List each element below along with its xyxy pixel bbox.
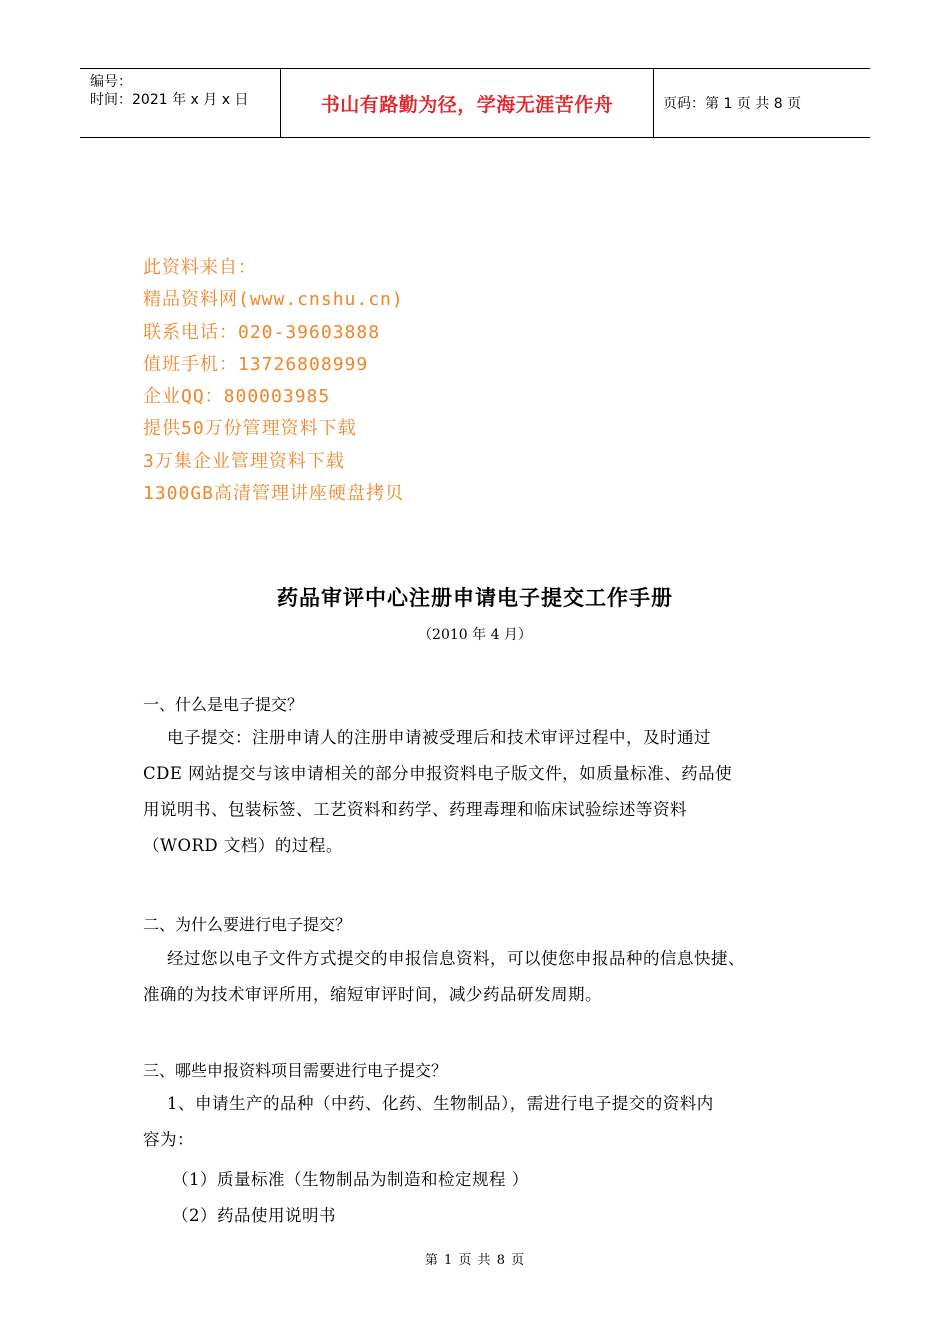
source-line: 3万集企业管理资料下载 <box>143 450 345 472</box>
header-table <box>80 68 870 138</box>
paragraph-line: 用说明书、包装标签、工艺资料和药学、药理毒理和临床试验综述等资料 <box>143 800 687 819</box>
paragraph-line: CDE 网站提交与该申请相关的部分申报资料电子版文件，如质量标准、药品使 <box>143 764 733 783</box>
source-info <box>143 252 404 510</box>
source-line: 提供50万份管理资料下载 <box>143 418 357 440</box>
time-label: 时间：2021 年 x 月 x 日 <box>90 92 249 108</box>
source-line: 精品资料网(www.cnshu.cn) <box>143 289 404 311</box>
source-line: 值班手机：13726808999 <box>143 353 369 375</box>
paragraph-line: 经过您以电子文件方式提交的申报信息资料，可以使您申报品种的信息快捷、 <box>167 949 745 968</box>
section-1-heading: 一、什么是电子提交？ <box>143 695 304 714</box>
section-2-body <box>143 941 813 1013</box>
section-3-heading: 三、哪些申报资料项目需要进行电子提交？ <box>143 1061 448 1080</box>
source-line: 1300GB高清管理讲座硬盘拷贝 <box>143 483 405 505</box>
section-1-body <box>143 720 813 864</box>
paragraph-line: 容为： <box>143 1130 194 1149</box>
section-2-heading: 二、为什么要进行电子提交？ <box>143 915 352 934</box>
number-label: 编号： <box>90 74 132 90</box>
source-line: 此资料来自： <box>143 257 257 278</box>
paragraph-line: 电子提交：注册申请人的注册申请被受理后和技术审评过程中，及时通过 <box>167 728 711 747</box>
list-item: （1）质量标准（生物制品为制造和检定规程 ） <box>172 1170 529 1189</box>
paragraph-line: 准确的为技术审评所用，缩短审评时间，减少药品研发周期。 <box>143 985 602 1004</box>
source-line: 企业QQ：800003985 <box>143 386 331 408</box>
paragraph-line: （WORD 文档）的过程。 <box>143 836 343 855</box>
paragraph-line: 1、申请生产的品种（中药、化药、生物制品），需进行电子提交的资料内 <box>167 1094 714 1113</box>
list-item: （2）药品使用说明书 <box>172 1206 336 1225</box>
document-title: 药品审评中心注册申请电子提交工作手册 <box>277 586 673 610</box>
section-3-body <box>143 1086 813 1158</box>
header-meta <box>80 69 281 137</box>
source-line: 联系电话：020-39603888 <box>143 321 381 343</box>
document-date: （2010 年 4 月） <box>418 627 532 643</box>
header-page-info: 页码：第 1 页 共 8 页 <box>663 96 802 112</box>
page-footer: 第 1 页 共 8 页 <box>424 1253 526 1268</box>
header-motto: 书山有路勤为径，学海无涯苦作舟 <box>281 69 654 137</box>
